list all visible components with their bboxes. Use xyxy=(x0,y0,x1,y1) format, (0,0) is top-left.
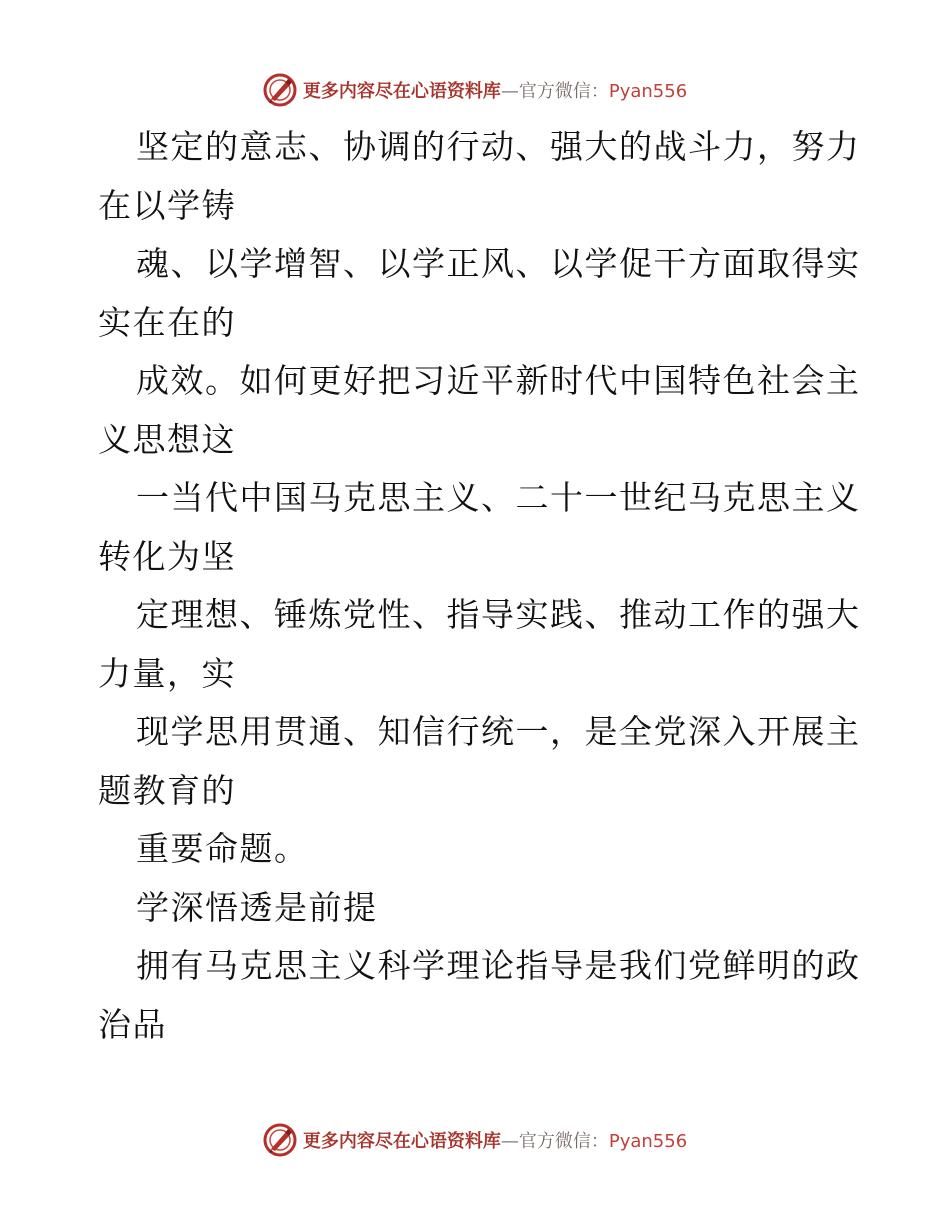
footer-wechat-label: 官方微信： xyxy=(518,1131,609,1152)
text-line: 一当代中国马克思主义、二十一世纪马克思主义 xyxy=(136,478,861,517)
footer-brand xyxy=(263,1123,687,1157)
text-line: 力量，实 xyxy=(98,653,236,693)
pen-logo-icon xyxy=(263,73,297,107)
footer-wechat-id: Pyan556 xyxy=(608,1131,688,1152)
footer-watermark-text xyxy=(303,1127,687,1153)
text-line: 现学思用贯通、知信行统一，是全党深入开展主 xyxy=(136,712,861,751)
header-wechat-label: 官方微信： xyxy=(518,81,609,102)
text-line: 魂、以学增智、以学正风、以学促干方面取得实 xyxy=(136,244,861,283)
text-line: 学深悟透是前提 xyxy=(136,887,378,927)
header-watermark-text xyxy=(303,77,687,103)
header-brand xyxy=(263,73,687,107)
text-line: 义思想这 xyxy=(98,419,236,459)
text-line: 题教育的 xyxy=(98,770,236,810)
text-line: 拥有马克思主义科学理论指导是我们党鲜明的政 xyxy=(136,946,861,985)
footer-site-text: 更多内容尽在心语资料库 xyxy=(302,1131,501,1152)
text-line: 在以学铸 xyxy=(98,185,236,225)
footer-dash: — xyxy=(500,1131,519,1152)
page-header xyxy=(0,70,950,110)
page-footer xyxy=(0,1120,950,1160)
text-line: 成效。如何更好把习近平新时代中国特色社会主 xyxy=(136,361,861,400)
text-line: 转化为坚 xyxy=(98,536,236,576)
header-dash: — xyxy=(500,81,519,102)
header-wechat-id: Pyan556 xyxy=(608,81,688,102)
text-line: 坚定的意志、协调的行动、强大的战斗力，努力 xyxy=(136,127,861,166)
pen-logo-icon xyxy=(263,1123,297,1157)
header-site-text: 更多内容尽在心语资料库 xyxy=(302,81,501,102)
document-body xyxy=(98,118,861,1054)
text-line: 治品 xyxy=(98,1004,167,1044)
text-line: 重要命题。 xyxy=(136,829,309,868)
text-line: 实在在的 xyxy=(98,302,236,342)
text-line: 定理想、锤炼党性、指导实践、推动工作的强大 xyxy=(136,595,861,634)
